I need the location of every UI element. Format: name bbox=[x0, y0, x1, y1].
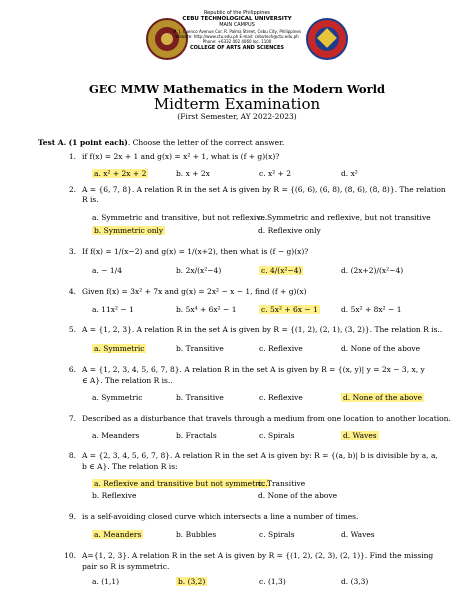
test-instruction-text: . Choose the letter of the correct answer. bbox=[127, 138, 285, 147]
test-instructions bbox=[38, 138, 284, 147]
question-text: A = {1, 2, 3, 4, 5, 6, 7, 8}. A relation R in the set A is given by R = {(x, y)| y = 2x − 3, x, y bbox=[82, 365, 425, 374]
question-text: If f(x) = 1/(x−2) and g(x) = 1/(x+2), then what is (f − g)(x)? bbox=[82, 247, 309, 256]
answer-choice: c. Spirals bbox=[259, 431, 295, 440]
answer-choice-highlighted: b. Symmetric only bbox=[94, 226, 164, 235]
question-text: A={1, 2, 3}. A relation R in the set A is given by R = {(1, 2), (2, 3), (2, 1)}. Find the missing bbox=[82, 551, 434, 560]
question-number: 9. bbox=[68, 512, 76, 521]
answer-choice: a. Symmetric and transitive, but not reflexive. bbox=[92, 213, 268, 222]
answer-choice: b. Reflexive bbox=[92, 491, 137, 500]
answer-choice-highlighted: a. Meanders bbox=[94, 530, 142, 539]
question-text: if f(x) = 2x + 1 and g(x) = x² + 1, what is (f + g)(x)? bbox=[82, 152, 280, 161]
answer-choice: a. (1,1) bbox=[92, 577, 120, 586]
test-label: Test A. bbox=[38, 138, 67, 147]
university-header bbox=[0, 8, 474, 68]
answer-choice: d. 5x² + 8x² − 1 bbox=[341, 305, 402, 314]
answer-choice: c. Transitive bbox=[258, 479, 306, 488]
answer-choice: d. x² bbox=[341, 169, 358, 178]
question-text: A = {2, 3, 4, 5, 6, 7, 8}. A relation R in the set A is given by: R = {(a, b)| b is divisible by a, a, bbox=[82, 451, 438, 460]
answer-choice: b. Transitive bbox=[176, 393, 224, 402]
answer-choice: d. Waves bbox=[341, 530, 375, 539]
answer-choice-highlighted: c. 4/(x²−4) bbox=[261, 266, 302, 275]
header-university: CEBU TECHNOLOGICAL UNIVERSITY bbox=[182, 16, 292, 22]
course-title: GEC MMW Mathematics in the Modern World bbox=[88, 82, 386, 96]
question-number: 3. bbox=[68, 247, 76, 256]
answer-choice: b. 2x/(x²−4) bbox=[176, 266, 222, 275]
answer-choice-highlighted: b. (3,2) bbox=[178, 577, 206, 586]
answer-choice: d. None of the above bbox=[341, 344, 421, 353]
answer-choice: c. x² + 2 bbox=[259, 169, 292, 178]
question-text-line2: ∈ A}. The relation R is.. bbox=[82, 376, 173, 385]
question-text: A = {6, 7, 8}. A relation R in the set A is given by R = {(6, 6), (6, 8), (8, 6), (8, 8)}. The relation bbox=[82, 185, 446, 194]
question-number: 6. bbox=[68, 365, 76, 374]
answer-choice: a. Meanders bbox=[92, 431, 140, 440]
answer-choice: d. (3,3) bbox=[341, 577, 369, 586]
answer-choice-highlighted: d. None of the above bbox=[343, 393, 423, 402]
test-points: (1 point each) bbox=[68, 138, 128, 147]
answer-choice: a. − 1/4 bbox=[92, 266, 122, 275]
answer-choice-highlighted: c. 5x² + 6x − 1 bbox=[261, 305, 318, 314]
question-number: 2. bbox=[68, 185, 76, 194]
header-phone: Phone: +6332 402 4060 loc. 1100 bbox=[202, 39, 272, 44]
question-text: is a self-avoiding closed curve which intersects a line a number of times. bbox=[82, 512, 359, 521]
answer-choice: d. Reflexive only bbox=[258, 226, 321, 235]
answer-choice: b. Transitive bbox=[176, 344, 224, 353]
answer-choice: b. x + 2x bbox=[176, 169, 210, 178]
question-number: 8. bbox=[68, 451, 76, 460]
question-number: 5. bbox=[68, 325, 76, 334]
question-number: 1. bbox=[68, 152, 76, 161]
header-college: COLLEGE OF ARTS AND SCIENCES bbox=[190, 45, 284, 51]
answer-choice: b. Fractals bbox=[176, 431, 217, 440]
answer-choice: b. Bubbles bbox=[176, 530, 217, 539]
answer-choice: c. (1,3) bbox=[259, 577, 286, 586]
question-text: Given f(x) = 3x² + 7x and g(x) = 2x² − x − 1, find (f + g)(x) bbox=[82, 287, 307, 296]
exam-subtitle: (First Semester, AY 2022-2023) bbox=[177, 112, 297, 121]
answer-choice: d. None of the above bbox=[258, 491, 338, 500]
question-text: Described as a disturbance that travels through a medium from one location to another location. bbox=[82, 414, 451, 423]
question-number: 10. bbox=[64, 551, 76, 560]
header-country: Republic of the Philippines bbox=[203, 10, 271, 16]
header-campus: MAIN CAMPUS bbox=[219, 22, 255, 28]
question-text-line2: pair so R is symmetric. bbox=[82, 562, 170, 571]
answer-choice: c. Spirals bbox=[259, 530, 295, 539]
answer-choice: a. 11x² − 1 bbox=[92, 305, 134, 314]
answer-choice-highlighted: d. Waves bbox=[343, 431, 377, 440]
question-number: 7. bbox=[68, 414, 76, 423]
exam-title: Midterm Examination bbox=[153, 95, 321, 113]
answer-choice: c. Reflexive bbox=[259, 344, 303, 353]
answer-choice: c. Symmetric and reflexive, but not transitive bbox=[258, 213, 431, 222]
answer-choice: d. (2x+2)/(x²−4) bbox=[341, 266, 404, 275]
answer-choice-highlighted: a. Reflexive and transitive but not symmetric. bbox=[94, 479, 268, 488]
question-text-line2: R is. bbox=[82, 195, 99, 204]
question-number: 4. bbox=[68, 287, 76, 296]
question-text-line2: b ∈ A}. The relation R is: bbox=[82, 462, 178, 471]
header-website: Website: http://www.ctu.edu.ph E-mail: cebutech@ctu.edu.ph bbox=[175, 34, 299, 39]
answer-choice: c. Reflexive bbox=[259, 393, 303, 402]
answer-choice-highlighted: a. x² + 2x + 2 bbox=[94, 169, 147, 178]
answer-choice: a. Symmetric bbox=[92, 393, 143, 402]
answer-choice: b. 5x⁴ + 6x² − 1 bbox=[176, 305, 237, 314]
question-text: A = {1, 2, 3}. A relation R in the set A is given by R = {(1, 2), (2, 1), (3, 2)}. The relation R is.. bbox=[82, 325, 443, 334]
header-address: M. J. Cuenco Avenue Cor. R. Palma Street, Cebu City, Philippines bbox=[173, 29, 301, 34]
answer-choice-highlighted: a. Symmetric bbox=[94, 344, 145, 353]
